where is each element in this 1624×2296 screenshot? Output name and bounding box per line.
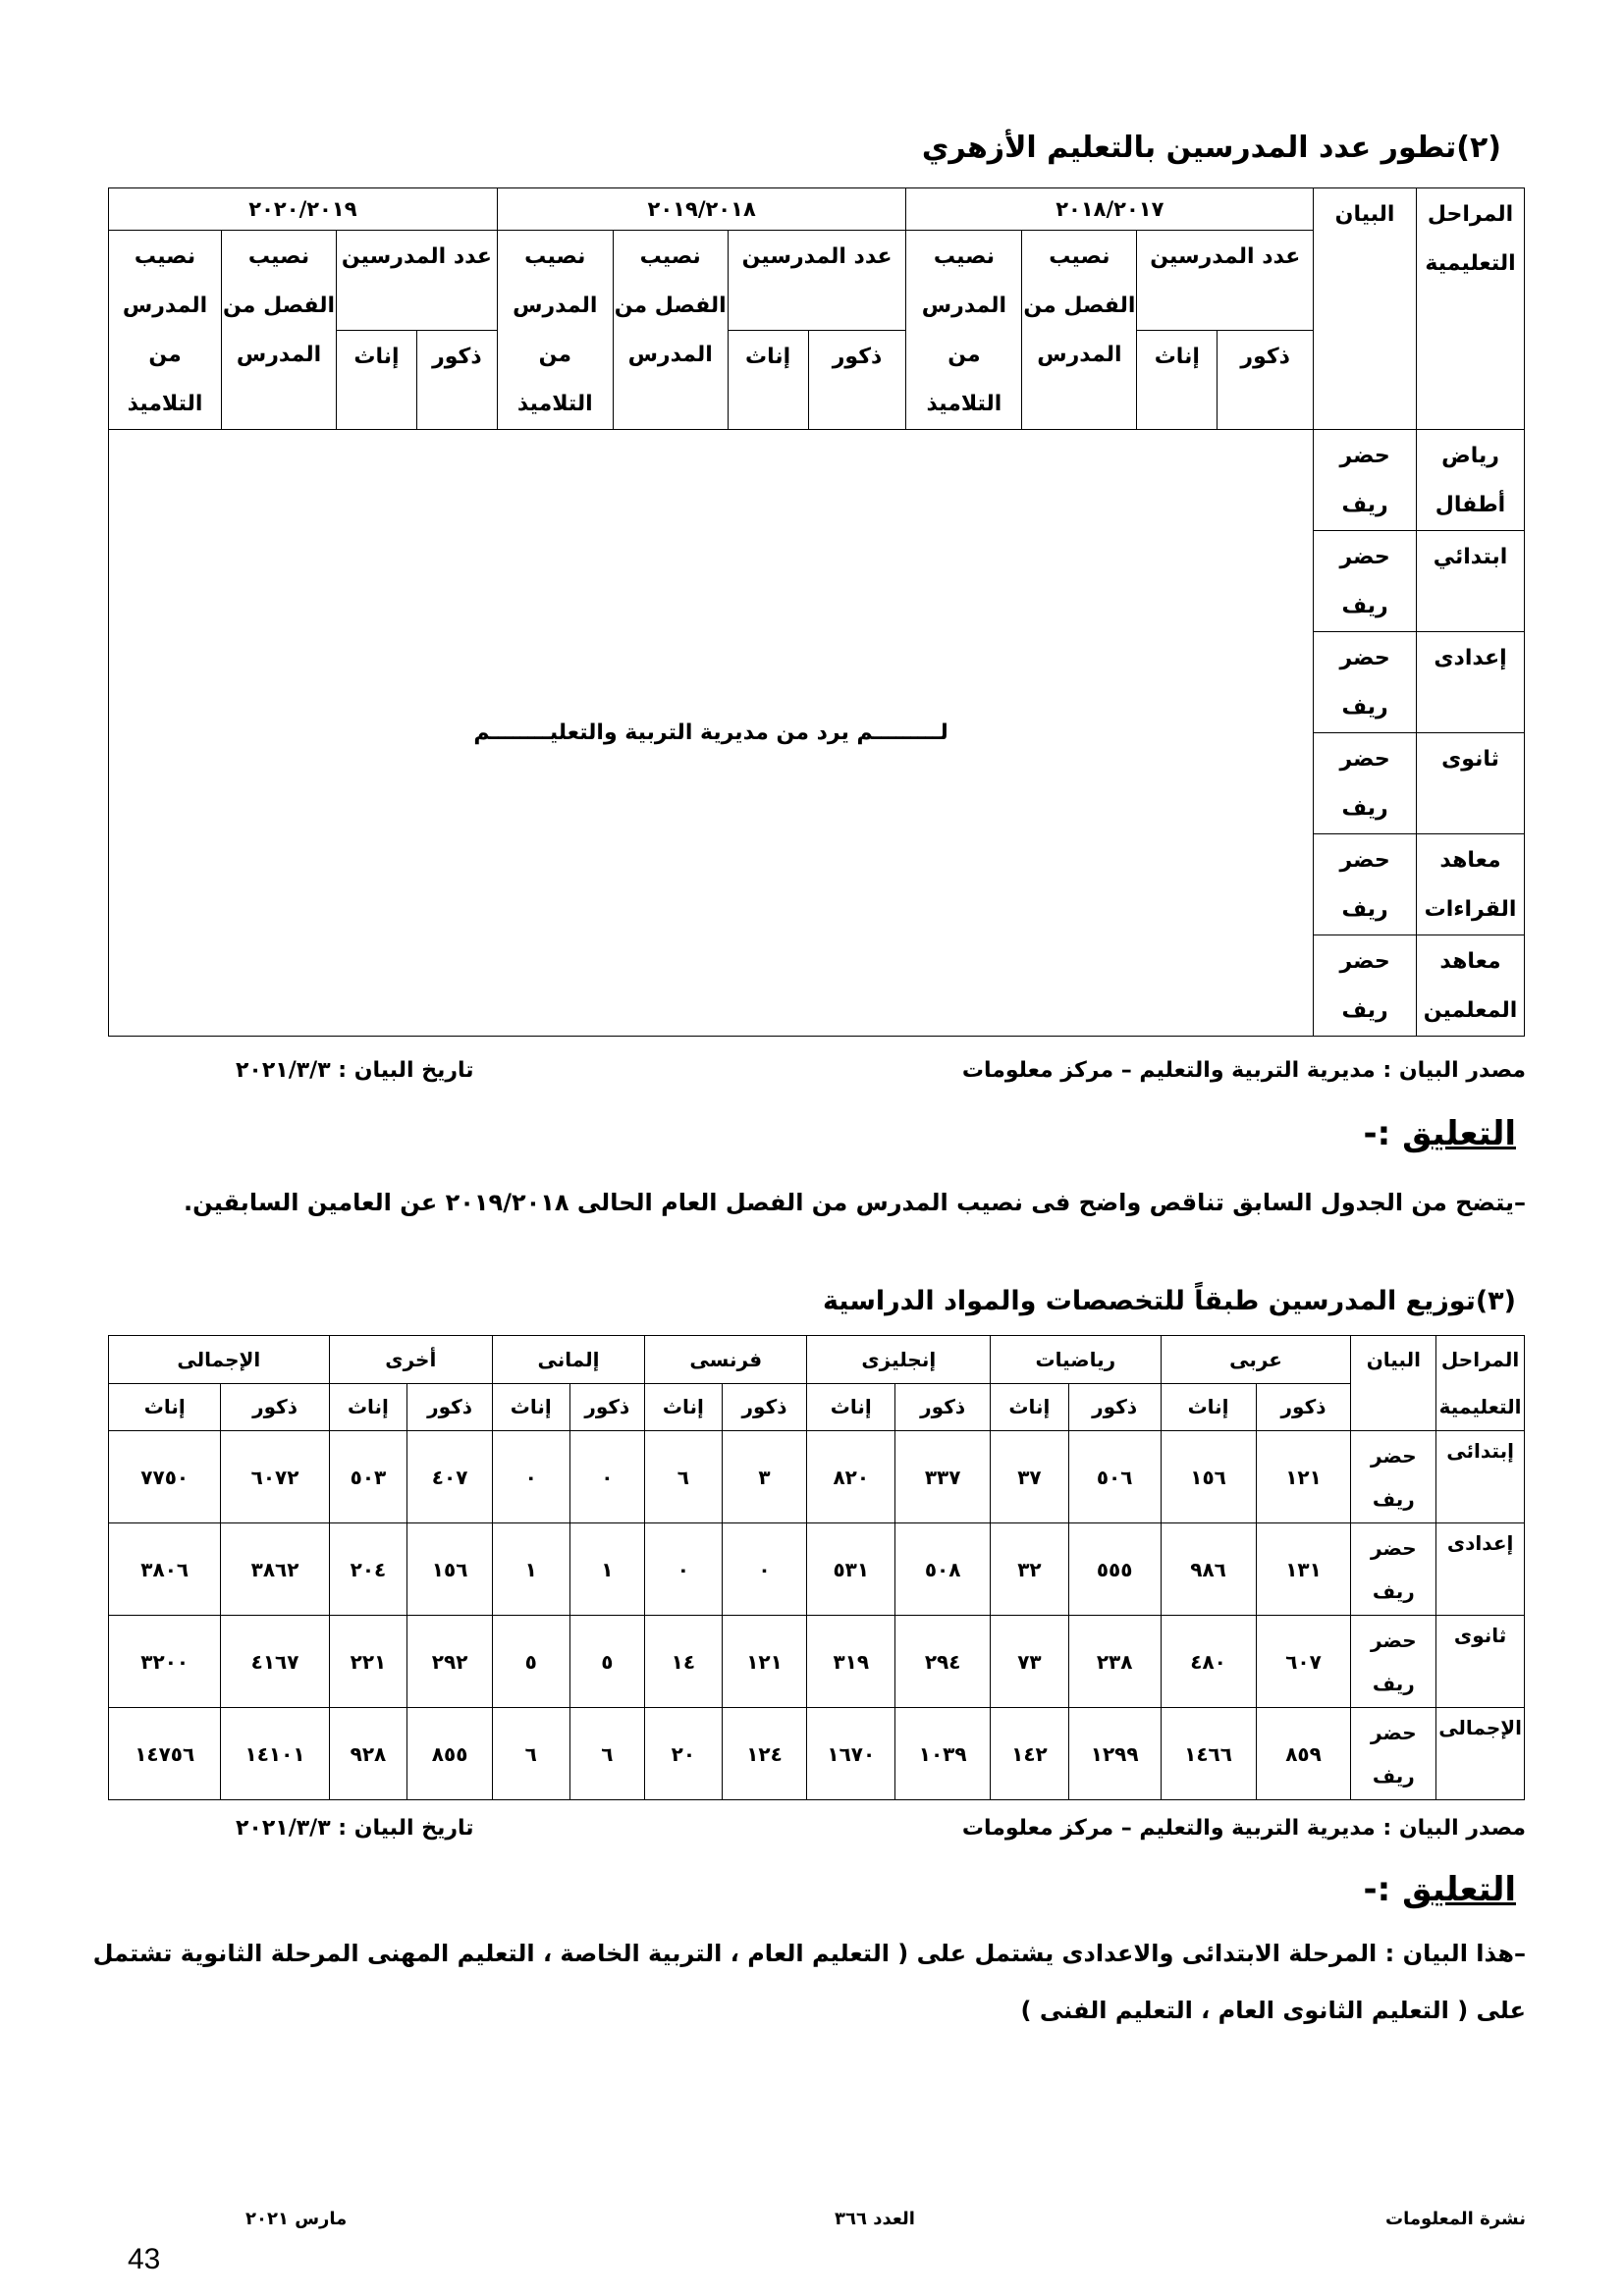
value-cell: ١٤٢ [991,1708,1069,1800]
value-cell: ٦ [492,1708,569,1800]
subject-header-french: فرنسى [645,1336,807,1384]
value-cell: ٥٠٦ [1068,1431,1161,1523]
azhar-teachers-table [108,187,1525,1037]
year-header-2017: ٢٠١٨/٢٠١٧ [906,188,1314,231]
value-cell: ٥٣١ [807,1523,895,1616]
teacher-share-header: نصيب المدرس من التلاميذ [109,231,222,430]
value-cell: ٧٣ [991,1616,1069,1708]
section3-comment-line1: –هذا البيان : المرحلة الابتدائى والاعدادى يشتمل على ( التعليم العام ، التربية الخاصة ، التعليم المهنى المرحلة الثانوية تشتمل [92,1940,1526,1967]
stage-label: الإجمالى [1436,1708,1525,1800]
page-number: 43 [128,2243,161,2275]
urban-rural-label: حضر ريف [1351,1431,1436,1523]
value-cell: ٢٢١ [329,1616,407,1708]
urban-rural-label: حضر ريف [1314,733,1417,834]
value-cell: ٢٩٢ [407,1616,493,1708]
value-cell: ٦ [569,1708,645,1800]
females-header: إناث [492,1383,569,1431]
teachers-by-subject-table [108,1335,1525,1800]
footer-date: مارس ٢٠٢١ [245,2209,348,2229]
section2-title: (٢)تطور عدد المدرسين بالتعليم الأزهري [921,131,1501,165]
section3-comment-heading: التعليق :- [1363,1870,1516,1909]
value-cell: ١٣١ [1256,1523,1351,1616]
teachers-count-header: عدد المدرسين [1137,231,1314,331]
stage-label: ثانوى [1436,1616,1525,1708]
table-row [109,1616,1525,1708]
stages-header: المراحل التعليمية [1417,188,1525,430]
value-cell: ١٢١ [722,1616,807,1708]
value-cell: ٣٧ [991,1431,1069,1523]
value-cell: ٩٢٨ [329,1708,407,1800]
value-cell: ١٤١٠١ [221,1708,329,1800]
table-row [109,1431,1525,1523]
stages-header: المراحل التعليمية [1436,1336,1525,1431]
value-cell: ١٤٦٦ [1161,1708,1256,1800]
stage-label: ابتدائي [1417,531,1525,632]
subject-header-total: الإجمالى [109,1336,330,1384]
section3-date: تاريخ البيان : ٢٠٢١/٣/٣ [236,1816,474,1841]
stage-label: إعدادى [1417,632,1525,733]
urban-rural-label: حضر ريف [1314,632,1417,733]
value-cell: ٢٠ [645,1708,723,1800]
urban-rural-label: حضر ريف [1314,834,1417,935]
value-cell: ٤٠٧ [407,1431,493,1523]
value-cell: ١٢٩٩ [1068,1708,1161,1800]
males-header: ذكور [722,1383,807,1431]
value-cell: ٥٥٥ [1068,1523,1161,1616]
teacher-share-header: نصيب المدرس من التلاميذ [906,231,1022,430]
value-cell: ١٥٦ [407,1523,493,1616]
stage-label: إبتدائى [1436,1431,1525,1523]
stage-label: ثانوى [1417,733,1525,834]
value-cell: ٣٨٠٦ [109,1523,221,1616]
value-cell: ٠ [492,1431,569,1523]
subject-header-arabic: عربى [1161,1336,1351,1384]
value-cell: ٨٢٠ [807,1431,895,1523]
value-cell: ٨٥٩ [1256,1708,1351,1800]
value-cell: ١٠٣٩ [895,1708,991,1800]
females-header: إناث [109,1383,221,1431]
males-header: ذكور [221,1383,329,1431]
value-cell: ٦٠٧٢ [221,1431,329,1523]
value-cell: ١ [492,1523,569,1616]
value-cell: ١ [569,1523,645,1616]
value-cell: ٠ [722,1523,807,1616]
urban-rural-label: حضر ريف [1314,531,1417,632]
value-cell: ٢٠٤ [329,1523,407,1616]
stage-label: معاهد المعلمين [1417,935,1525,1037]
value-cell: ١٥٦ [1161,1431,1256,1523]
table-row [109,1708,1525,1800]
value-cell: ٨٥٥ [407,1708,493,1800]
value-cell: ٣٢٠٠ [109,1616,221,1708]
class-share-header: نصيب الفصل من المدرس [613,231,728,430]
value-cell: ١٢١ [1256,1431,1351,1523]
urban-rural-label: حضر ريف [1314,430,1417,531]
value-cell: ٤١٦٧ [221,1616,329,1708]
males-header: ذكور [1218,330,1314,430]
stage-label: رياض أطفال [1417,430,1525,531]
value-cell: ١٤٧٥٦ [109,1708,221,1800]
footer-issue: العدد ٣٦٦ [835,2209,915,2229]
teachers-count-header: عدد المدرسين [336,231,497,331]
year-header-2018: ٢٠١٩/٢٠١٨ [497,188,906,231]
females-header: إناث [329,1383,407,1431]
subject-header-english: إنجليزى [807,1336,991,1384]
no-data-cell [109,430,1314,1037]
value-cell: ٦ [645,1431,723,1523]
stage-label: معاهد القراءات [1417,834,1525,935]
males-header: ذكور [569,1383,645,1431]
section2-comment-text: –يتضح من الجدول السابق تناقص واضح فى نصيب المدرس من الفصل العام الحالى ٢٠١٩/٢٠١٨ عن العامين السابقين. [184,1189,1526,1216]
value-cell: ٣٨٦٢ [221,1523,329,1616]
section3-source: مصدر البيان : مديرية التربية والتعليم – مركز معلومات [961,1816,1526,1841]
subject-header-german: إلمانى [492,1336,644,1384]
value-cell: ١٦٧٠ [807,1708,895,1800]
value-cell: ٦٠٧ [1256,1616,1351,1708]
females-header: إناث [807,1383,895,1431]
value-cell: ٥٠٨ [895,1523,991,1616]
value-cell: ٤٨٠ [1161,1616,1256,1708]
urban-rural-label: حضر ريف [1351,1708,1436,1800]
urban-rural-label: حضر ريف [1314,935,1417,1037]
value-cell: ١٢٤ [722,1708,807,1800]
value-cell: ٠ [645,1523,723,1616]
urban-rural-label: حضر ريف [1351,1523,1436,1616]
class-share-header: نصيب الفصل من المدرس [1022,231,1137,430]
value-cell: ٢٣٨ [1068,1616,1161,1708]
section2-source: مصدر البيان : مديرية التربية والتعليم – مركز معلومات [961,1058,1526,1083]
value-cell: ١٤ [645,1616,723,1708]
statement-header: البيان [1351,1336,1436,1431]
teacher-share-header: نصيب المدرس من التلاميذ [497,231,613,430]
class-share-header: نصيب الفصل من المدرس [222,231,337,430]
males-header: ذكور [895,1383,991,1431]
females-header: إناث [1161,1383,1256,1431]
value-cell: ٣٢ [991,1523,1069,1616]
subject-header-other: أخرى [329,1336,492,1384]
value-cell: ٥٠٣ [329,1431,407,1523]
males-header: ذكور [1068,1383,1161,1431]
males-header: ذكور [416,330,497,430]
section3-title: (٣)توزيع المدرسين طبقاً للتخصصات والمواد الدراسية [822,1286,1516,1316]
subject-header-math: رياضيات [991,1336,1161,1384]
no-data-note: لـــــــــم يرد من مديرية التربية والتعليــــــــم [473,721,948,745]
males-header: ذكور [808,330,906,430]
statement-header: البيان [1314,188,1417,430]
females-header: إناث [336,330,416,430]
females-header: إناث [1137,330,1218,430]
value-cell: ٩٨٦ [1161,1523,1256,1616]
teachers-count-header: عدد المدرسين [728,231,906,331]
urban-rural-label: حضر ريف [1351,1616,1436,1708]
males-header: ذكور [1256,1383,1351,1431]
value-cell: ٣ [722,1431,807,1523]
section3-comment-line2: على ( التعليم الثانوى العام ، التعليم الفنى ) [1020,1997,1526,2024]
table-row [109,1523,1525,1616]
stage-label: إعدادى [1436,1523,1525,1616]
year-header-2019: ٢٠٢٠/٢٠١٩ [109,188,498,231]
males-header: ذكور [407,1383,493,1431]
females-header: إناث [728,330,808,430]
value-cell: ٥ [492,1616,569,1708]
value-cell: ٥ [569,1616,645,1708]
footer-publication: نشرة المعلومات [1385,2209,1526,2229]
females-header: إناث [645,1383,723,1431]
value-cell: ٧٧٥٠ [109,1431,221,1523]
value-cell: ٢٩٤ [895,1616,991,1708]
value-cell: ٣٣٧ [895,1431,991,1523]
value-cell: ٠ [569,1431,645,1523]
section2-comment-heading: التعليق :- [1363,1114,1516,1153]
section2-date: تاريخ البيان : ٢٠٢١/٣/٣ [236,1058,474,1083]
value-cell: ٣١٩ [807,1616,895,1708]
females-header: إناث [991,1383,1069,1431]
